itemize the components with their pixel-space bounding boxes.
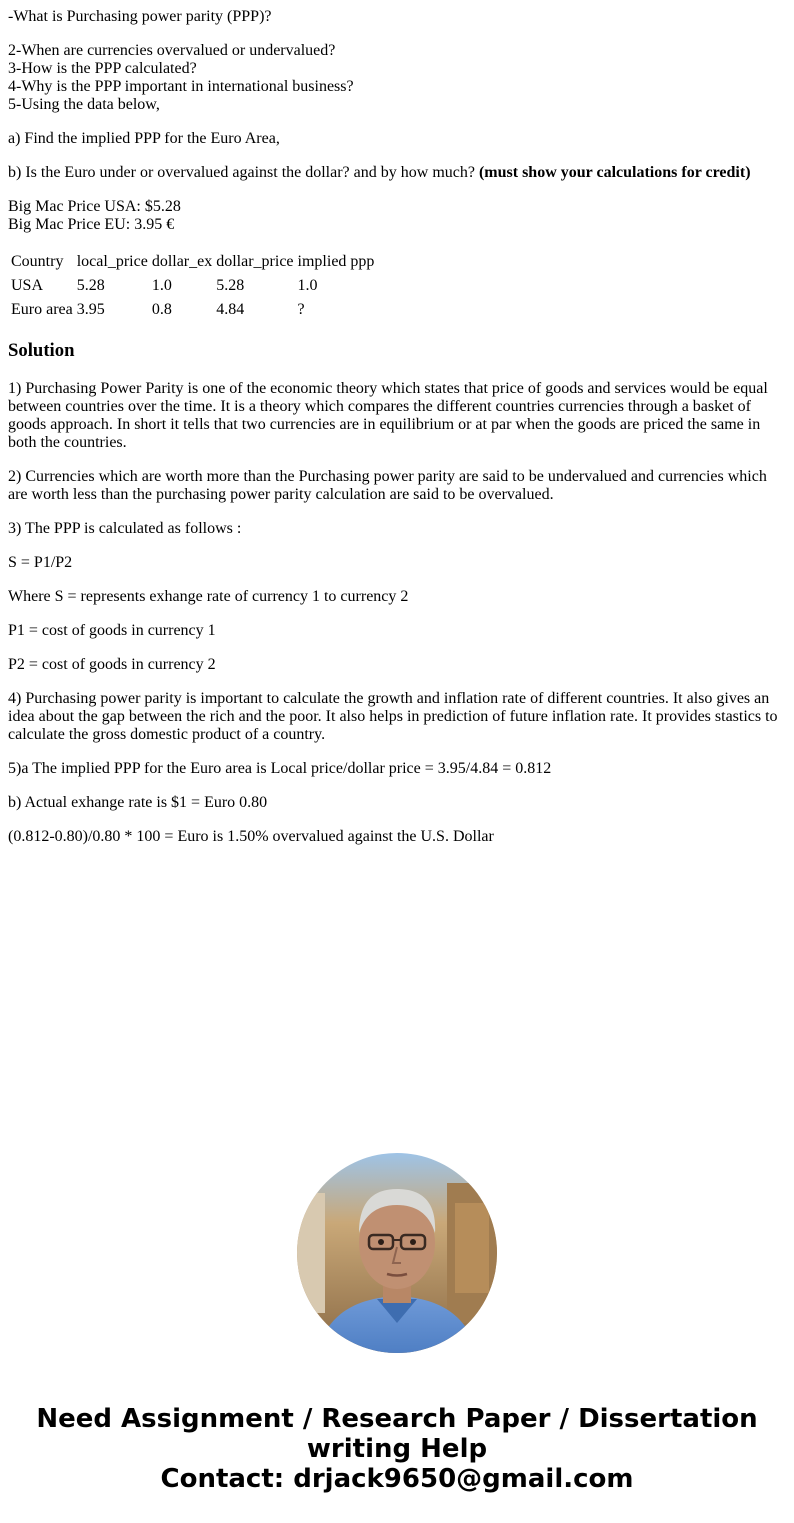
formula-p2: P2 = cost of goods in currency 2 — [8, 656, 216, 673]
table-cell: Euro area — [11, 301, 73, 318]
answer-5a: 5)a The implied PPP for the Euro area is Local price/dollar price = 3.95/4.84 = 0.812 — [8, 760, 552, 777]
table-cell: USA — [11, 277, 44, 294]
question-part-b-bold: (must show your calculations for credit) — [478, 164, 751, 181]
table-header-row — [10, 252, 375, 274]
table-cell: 0.8 — [151, 301, 172, 318]
solution-heading: Solution — [8, 340, 75, 361]
bigmac-prices — [8, 198, 786, 234]
table-header-cell: local_price — [76, 253, 148, 270]
question-5: 5-Using the data below, — [8, 96, 160, 113]
table-header-cell: dollar_ex — [151, 253, 213, 270]
footer-contact: Contact: drjack9650@gmail.com — [160, 1464, 634, 1494]
table-cell: 4.84 — [216, 301, 245, 318]
question-4: 4-Why is the PPP important in international business? — [8, 78, 354, 95]
question-part-b-text: b) Is the Euro under or overvalued against the dollar? and by how much? — [8, 164, 475, 181]
question-part-b — [8, 164, 786, 182]
question-1: -What is Purchasing power parity (PPP)? — [8, 8, 272, 25]
table-cell: ? — [297, 301, 305, 318]
author-avatar — [297, 1153, 497, 1353]
answer-4: 4) Purchasing power parity is important to calculate the growth and inflation rate of different countries. It also gives an idea about the gap between the rich and the poor. It also helps in prediction of future inflation rate. It provides stastics to calculate the gross domestic product of a country. — [8, 690, 778, 743]
answer-1: 1) Purchasing Power Parity is one of the economic theory which states that price of goods and services would be equal between countries over the time. It is a theory which compares the different countries currencies through a basket of goods approach. In short it tells that two currencies are in equilibrium or at par when the goods are priced the same in both the countries. — [8, 380, 768, 451]
formula-p1: P1 = cost of goods in currency 1 — [8, 622, 216, 639]
ppp-data-table — [8, 250, 377, 324]
answer-2: 2) Currencies which are worth more than the Purchasing power parity are said to be undervalued and currencies which are worth less than the purchasing power parity calculation are said to be overvalued. — [8, 468, 767, 503]
author-portrait-image — [297, 1153, 497, 1353]
question-part-a: a) Find the implied PPP for the Euro Area, — [8, 130, 280, 147]
footer-advert — [0, 1404, 794, 1494]
ppp-formula: S = P1/P2 — [8, 554, 73, 571]
question-3: 3-How is the PPP calculated? — [8, 60, 197, 77]
table-cell: 3.95 — [76, 301, 105, 318]
table-cell: 1.0 — [151, 277, 172, 294]
answer-5b: b) Actual exhange rate is $1 = Euro 0.80 — [8, 794, 268, 811]
formula-where-s: Where S = represents exhange rate of currency 1 to currency 2 — [8, 588, 409, 605]
table-header-cell: Country — [11, 253, 64, 270]
table-cell: 1.0 — [297, 277, 318, 294]
answer-5-calculation: (0.812-0.80)/0.80 * 100 = Euro is 1.50% overvalued against the U.S. Dollar — [8, 828, 494, 845]
bigmac-price-usa: Big Mac Price USA: $5.28 — [8, 198, 181, 215]
table-header-cell: implied ppp — [297, 253, 375, 270]
answer-3: 3) The PPP is calculated as follows : — [8, 520, 242, 537]
table-row — [10, 300, 375, 322]
document-body — [8, 8, 786, 862]
footer-line-1: Need Assignment / Research Paper / Dissertation — [36, 1404, 758, 1434]
table-cell: 5.28 — [76, 277, 105, 294]
question-2: 2-When are currencies overvalued or undervalued? — [8, 42, 336, 59]
table-row — [10, 276, 375, 298]
bigmac-price-eu: Big Mac Price EU: 3.95 € — [8, 216, 175, 233]
table-cell: 5.28 — [216, 277, 245, 294]
question-list — [8, 42, 786, 114]
table-header-cell: dollar_price — [216, 253, 294, 270]
footer-line-2: writing Help — [306, 1434, 488, 1464]
